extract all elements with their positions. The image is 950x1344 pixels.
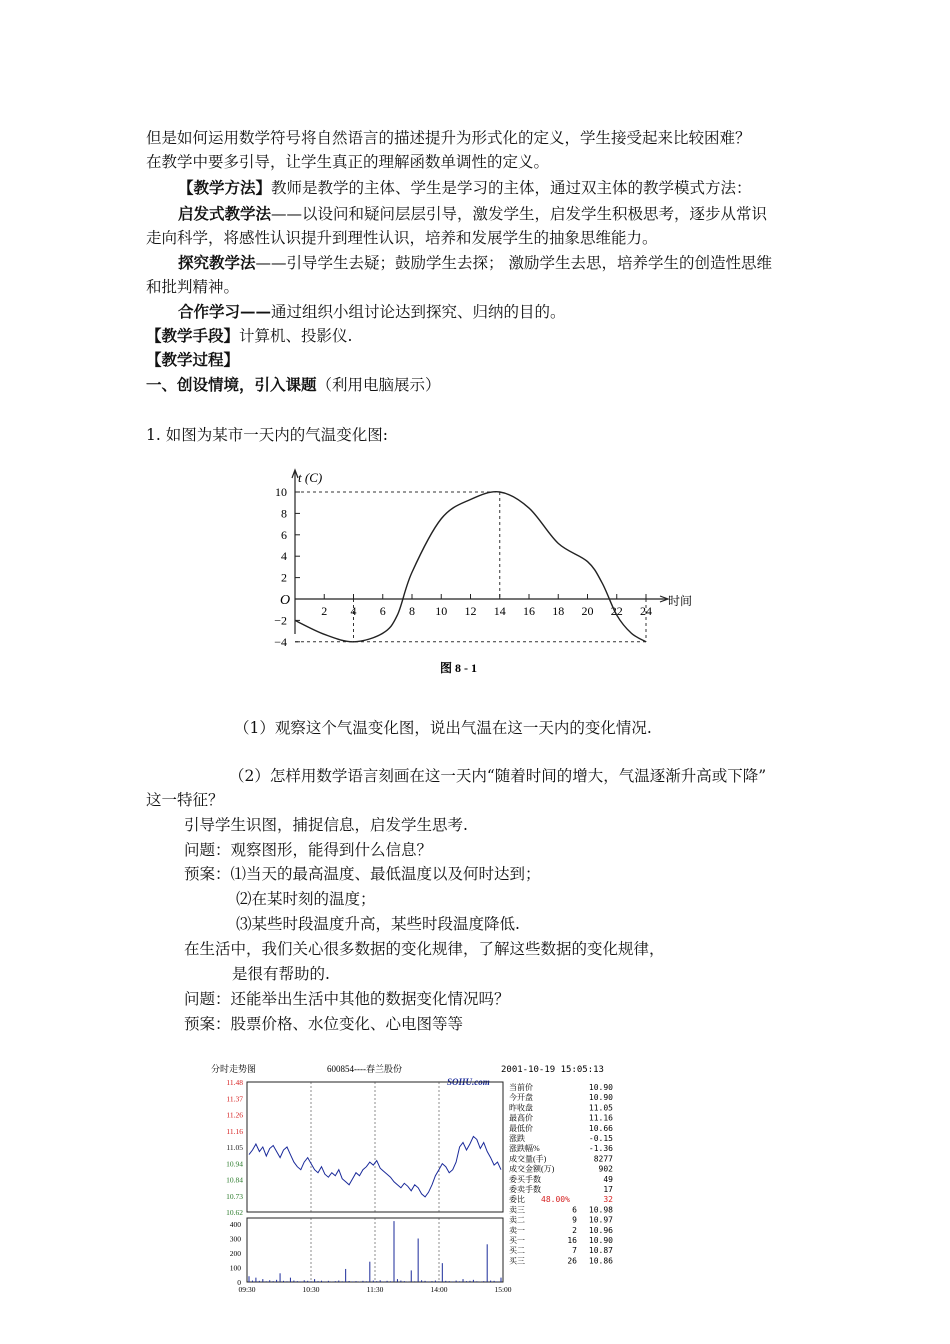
order-qty: 9 [572, 1215, 577, 1225]
temp-y-tick-label: 8 [281, 506, 287, 521]
order-qty: 26 [567, 1256, 577, 1266]
price-tick-label: 11.16 [226, 1126, 243, 1136]
temp-x-tick-label: 8 [409, 604, 415, 618]
quote-label: 最高价 [509, 1113, 533, 1123]
teaching-means [146, 324, 352, 348]
quote-value: -0.15 [588, 1134, 613, 1143]
answer1-c: ⑶某些时段温度升高，某些时段温度降低. [236, 915, 520, 933]
method-heading: 【教学方法】 [178, 178, 272, 197]
order-label: 卖一 [509, 1225, 525, 1235]
temp-x-tick-label: 18 [552, 604, 565, 618]
quote-label: 最低价 [509, 1123, 533, 1133]
quote-label: 委买手数 [509, 1174, 541, 1184]
quote-label: 成交金额(万) [509, 1164, 555, 1174]
temp-y-tick-label: −4 [274, 634, 287, 649]
coop-heading: 合作学习—— [178, 302, 272, 321]
order-label: 买三 [509, 1256, 525, 1266]
temp-origin: O [280, 593, 291, 608]
order-label: 买一 [509, 1236, 525, 1245]
volume-tick-label: 0 [237, 1278, 241, 1287]
para1-line2: 在教学中要多引导，让学生真正的理解函数单调性的定义。 [146, 153, 550, 171]
ratio-percent: 48.00% [541, 1195, 570, 1205]
question-other: 问题：还能举出生活中其他的数据变化情况吗？ [184, 990, 510, 1008]
temperature-chart [250, 462, 710, 678]
stock-chart-title: 分时走势图 [211, 1064, 257, 1074]
order-label: 买二 [509, 1246, 525, 1256]
order-price: 10.96 [588, 1225, 613, 1235]
temp-y-tick-label: −2 [274, 613, 287, 628]
temp-x-tick-label: 10 [435, 604, 448, 618]
price-tick-label: 10.73 [226, 1191, 243, 1201]
question1: 1. 如图为某市一天内的气温变化图: [146, 426, 388, 444]
life-line1: 在生活中，我们关心很多数据的变化规律，了解这些数据的变化规律， [184, 940, 665, 958]
quote-label: 当前价 [509, 1083, 533, 1092]
quote-label: 涨跌 [509, 1134, 525, 1143]
stock-datetime: 2001-10-19 15:05:13 [501, 1065, 604, 1075]
order-price: 10.86 [588, 1256, 613, 1266]
subquestion2-line2: 这一特征？ [146, 791, 224, 809]
quote-value: 8277 [593, 1154, 613, 1164]
temp-x-tick-label: 22 [610, 604, 623, 618]
order-qty: 6 [572, 1205, 577, 1215]
inquiry-line1 [178, 251, 772, 275]
order-qty: 2 [572, 1225, 577, 1235]
inquiry-text1: ——引导学生去疑；鼓励学生去探； 激励学生去思，培养学生的创造性思维 [255, 254, 772, 272]
quote-value: 49 [603, 1174, 613, 1184]
price-tick-label: 10.84 [226, 1175, 243, 1185]
quote-value: 10.90 [588, 1083, 613, 1092]
temp-y-tick-label: 10 [275, 485, 287, 499]
price-tick-label: 10.94 [226, 1159, 243, 1169]
temp-y-tick-label: 6 [281, 527, 287, 542]
quote-label: 今开盘 [509, 1093, 533, 1103]
section1 [146, 373, 441, 397]
heuristic-line2: 走向科学，将感性认识提升到理性认识，培养和发展学生的抽象思维能力。 [146, 229, 658, 247]
order-price: 10.90 [588, 1236, 613, 1245]
temp-x-tick-label: 2 [321, 604, 328, 618]
quote-value: 10.90 [588, 1093, 613, 1103]
quote-label: 涨跌幅% [509, 1144, 540, 1154]
stock-name: 600854----春兰股份 [327, 1064, 402, 1074]
temp-ylabel: t (C) [298, 470, 323, 485]
price-tick-label: 11.37 [226, 1094, 243, 1104]
life-line2: 是很有帮助的. [232, 965, 330, 983]
order-price: 10.98 [588, 1205, 613, 1215]
ratio-value: 32 [603, 1195, 613, 1205]
order-qty: 16 [567, 1236, 577, 1245]
quote-label: 委卖手数 [509, 1185, 541, 1194]
price-tick-label: 10.62 [226, 1208, 243, 1217]
temp-x-tick-label: 24 [640, 604, 652, 618]
ratio-label: 委比 [509, 1195, 525, 1205]
quote-value: 902 [598, 1164, 613, 1174]
subquestion1: （1）观察这个气温变化图，说出气温在这一天内的变化情况. [234, 719, 652, 737]
time-tick-label: 10:30 [302, 1285, 320, 1294]
answer2: 预案：股票价格、水位变化、心电图等等 [184, 1015, 464, 1033]
volume-tick-label: 300 [229, 1234, 241, 1244]
answer1-b: ⑵在某时刻的温度； [236, 890, 376, 908]
teaching-method [178, 176, 752, 200]
inquiry-line2: 和批判精神。 [146, 278, 240, 296]
temp-y-tick-label: 2 [281, 570, 287, 585]
cooperative-line [178, 300, 566, 324]
volume-tick-label: 200 [229, 1249, 241, 1258]
means-text: 计算机、投影仪. [239, 327, 353, 345]
time-tick-label: 09:30 [238, 1285, 256, 1294]
quote-value: 11.05 [588, 1103, 613, 1113]
temp-x-tick-label: 12 [464, 604, 477, 618]
answer1-a: 预案：⑴当天的最高温度、最低温度以及何时达到； [184, 865, 541, 883]
means-heading: 【教学手段】 [146, 326, 240, 345]
price-tick-label: 11.48 [226, 1078, 243, 1087]
stock-chart [205, 1060, 625, 1300]
subquestion2-line1: （2）怎样用数学语言刻画在这一天内“随着时间的增大，气温逐渐升高或下降” [229, 767, 767, 785]
order-label: 卖三 [509, 1205, 525, 1215]
quote-label: 成交量(手) [509, 1154, 547, 1164]
quote-value: 11.16 [588, 1113, 613, 1123]
temp-x-tick-label: 14 [493, 604, 506, 618]
temperature-curve [295, 492, 646, 642]
inquiry-heading: 探究教学法 [178, 253, 256, 272]
order-price: 10.87 [588, 1246, 613, 1256]
temp-xlabel: 时间 [668, 594, 693, 608]
heuristic-text1: ——以设问和疑问层层引导，激发学生，启发学生积极思考，逐步从常识 [271, 205, 768, 223]
volume-tick-label: 400 [229, 1220, 241, 1229]
question-observe: 问题：观察图形，能得到什么信息？ [184, 841, 433, 859]
volume-tick-label: 100 [229, 1263, 241, 1273]
temp-x-tick-label: 16 [523, 604, 535, 618]
sohu-logo: SOHU.com [447, 1077, 490, 1087]
order-label: 卖二 [509, 1215, 525, 1225]
heuristic-line1 [178, 202, 767, 226]
quote-value: 10.66 [588, 1123, 613, 1133]
quote-value: 17 [603, 1185, 613, 1194]
time-tick-label: 15:00 [494, 1285, 512, 1294]
time-tick-label: 11:30 [366, 1285, 384, 1294]
method-text: 教师是教学的主体、学生是学习的主体，通过双主体的教学模式方法： [271, 179, 752, 197]
heuristic-heading: 启发式教学法 [178, 204, 272, 223]
order-price: 10.97 [588, 1215, 613, 1225]
temp-x-tick-label: 20 [581, 604, 594, 618]
temp-figure-caption: 图 8 - 1 [440, 661, 477, 675]
section1-note: （利用电脑展示） [316, 376, 441, 394]
price-tick-label: 11.05 [226, 1143, 243, 1152]
section1-heading: 一、创设情境，引入课题 [146, 375, 317, 394]
para1-line1: 但是如何运用数学符号将自然语言的描述提升为形式化的定义，学生接受起来比较困难？ [146, 129, 751, 147]
quote-label: 昨收盘 [509, 1103, 533, 1113]
guide-text: 引导学生识图，捕捉信息，启发学生思考. [184, 816, 468, 834]
price-tick-label: 11.26 [226, 1110, 243, 1120]
process-heading: 【教学过程】 [146, 350, 240, 369]
temp-y-tick-label: 4 [281, 549, 287, 564]
time-tick-label: 14:00 [430, 1285, 448, 1294]
temp-x-tick-label: 4 [350, 604, 357, 618]
temp-x-tick-label: 6 [379, 604, 386, 618]
order-qty: 7 [572, 1246, 577, 1256]
quote-value: -1.36 [588, 1144, 613, 1154]
coop-text: 通过组织小组讨论达到探究、归纳的目的。 [271, 303, 566, 321]
